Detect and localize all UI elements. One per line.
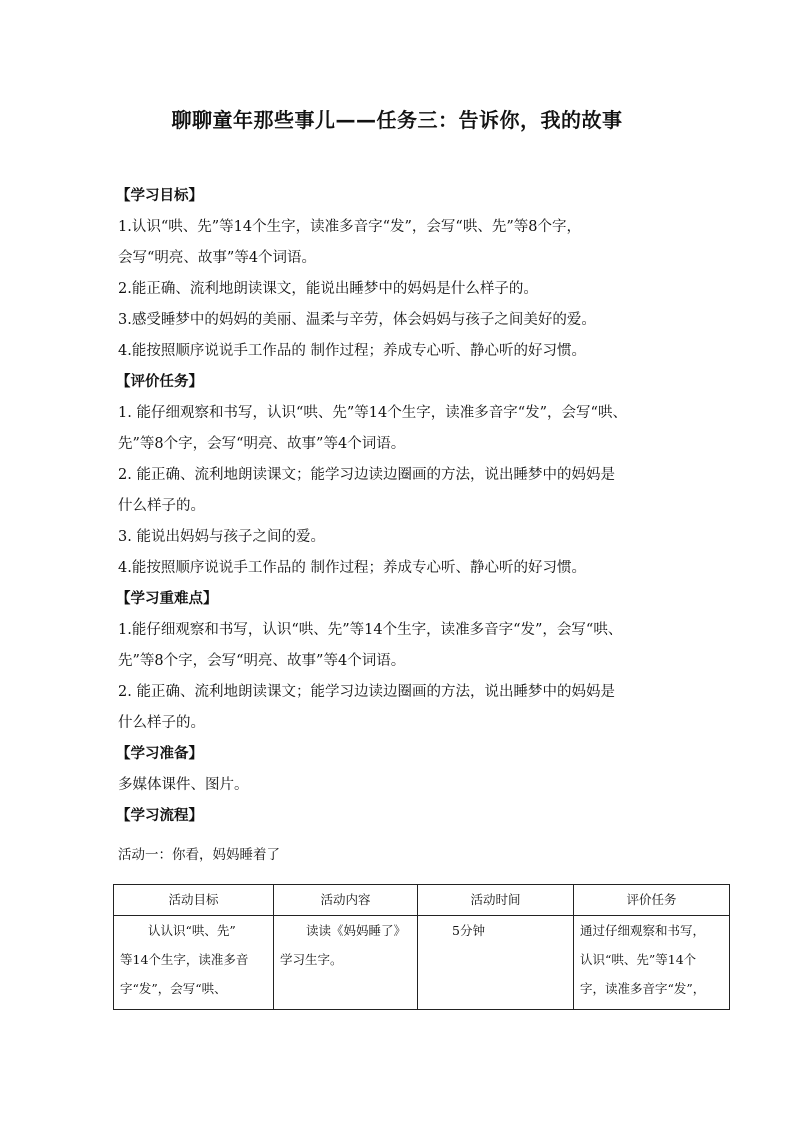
header-assessment-task: 评价任务 xyxy=(574,885,730,916)
assessment-heading: 【评价任务】 xyxy=(116,373,203,390)
assessment-line: 先”等8个字，会写“明亮、故事”等4个词语。 xyxy=(118,436,406,452)
preparation-line: 多媒体课件、图片。 xyxy=(118,777,249,793)
table-row xyxy=(114,916,730,1010)
header-activity-time: 活动时间 xyxy=(418,885,574,916)
activity-title: 活动一：你看，妈妈睡着了 xyxy=(118,847,280,863)
key-points-line: 2. 能正确、流利地朗读课文；能学习边读边圈画的方法，说出睡梦中的妈妈是 xyxy=(118,684,615,700)
assessment-line: 4.能按照顺序说说手工作品的 制作过程；养成专心听、静心听的好习惯。 xyxy=(118,560,586,576)
key-points-line: 1.能仔细观察和书写，认识“哄、先”等14个生字，读准多音字“发”，会写“哄、 xyxy=(118,622,623,638)
key-points-heading: 【学习重难点】 xyxy=(116,590,218,607)
header-activity-content: 活动内容 xyxy=(274,885,418,916)
key-points-line: 先”等8个字，会写“明亮、故事”等4个词语。 xyxy=(118,653,406,669)
preparation-heading: 【学习准备】 xyxy=(116,745,203,762)
objectives-heading: 【学习目标】 xyxy=(116,187,203,204)
activity-table xyxy=(113,884,730,1010)
assessment-line: 什么样子的。 xyxy=(118,498,205,514)
objectives-line: 1.认识“哄、先”等14个生字，读准多音字“发”，会写“哄、先”等8个字， xyxy=(118,219,581,235)
document-title: 聊聊童年那些事儿——任务三：告诉你，我的故事 xyxy=(171,108,623,132)
process-heading: 【学习流程】 xyxy=(116,807,203,824)
header-activity-goal: 活动目标 xyxy=(114,885,274,916)
objectives-line: 会写“明亮、故事”等4个词语。 xyxy=(118,250,317,266)
objectives-line: 2.能正确、流利地朗读课文，能说出睡梦中的妈妈是什么样子的。 xyxy=(118,281,538,297)
objectives-line: 3.感受睡梦中的妈妈的美丽、温柔与辛劳，体会妈妈与孩子之间美好的爱。 xyxy=(118,312,596,328)
assessment-line: 2. 能正确、流利地朗读课文；能学习边读边圈画的方法，说出睡梦中的妈妈是 xyxy=(118,467,615,483)
cell-activity-goal: 认认识“哄、先” 等14个生字，读准多音 字“发”，会写“哄、 xyxy=(114,916,274,1010)
assessment-line: 1. 能仔细观察和书写，认识“哄、先”等14个生字，读准多音字“发”，会写“哄、 xyxy=(118,405,627,421)
objectives-line: 4.能按照顺序说说手工作品的 制作过程；养成专心听、静心听的好习惯。 xyxy=(118,343,586,359)
cell-activity-time: 5分钟 xyxy=(418,916,574,1010)
key-points-line: 什么样子的。 xyxy=(118,715,205,731)
cell-assessment-task: 通过仔细观察和书写， 认识“哄、先”等14个 字，读准多音字“发”， xyxy=(574,916,730,1010)
assessment-line: 3. 能说出妈妈与孩子之间的爱。 xyxy=(118,529,325,545)
cell-activity-content: 读读《妈妈睡了》 学习生字。 xyxy=(274,916,418,1010)
table-header-row xyxy=(114,885,730,916)
